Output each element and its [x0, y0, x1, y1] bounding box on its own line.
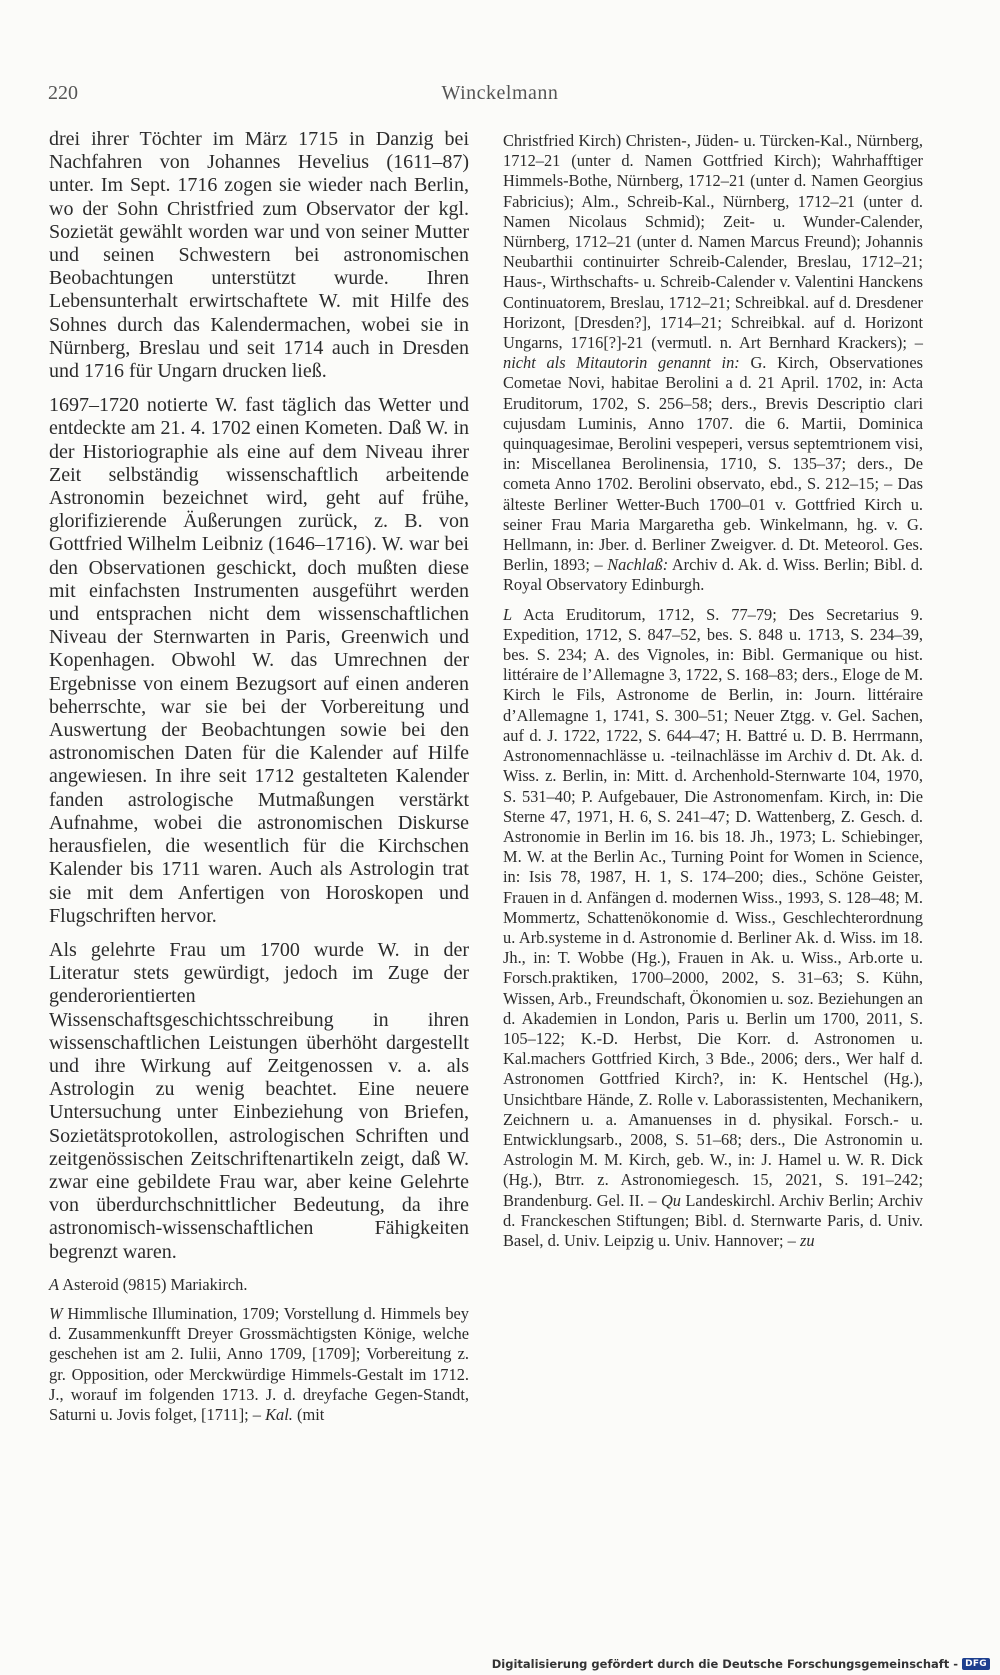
running-head: Winckelmann — [441, 82, 559, 104]
section-marker-a: A — [49, 1274, 60, 1294]
works-continuation — [503, 131, 923, 596]
paragraph: drei ihrer Töchter im März 1715 in Danzig bei Nachfahren von Johannes Hevelius (1611–87) unter. Im Sept. 1716 zogen sie wieder nach Berlin, wo der Sohn Christfried zum Observator der kgl. Sozietät gewählt worden war und von seiner Mutter und seinen Schwestern bei astronomischen Beobachtungen unterstützt wurde. Ihren Lebensunterhalt erwirtschaftete W. mit Hilfe des Sohnes durch das Kalendermachen, wobei sie in Nürnberg, Breslau und seit 1714 auch in Dresden und 1716 für Ungarn drucken ließ. — [49, 128, 469, 383]
coauthor-note: nicht als Mitautorin genannt in: — [503, 353, 740, 373]
works-entry — [49, 1304, 469, 1425]
nachlass-label: Nachlaß: — [607, 555, 669, 575]
works-text-continued: Christfried Kirch) Christen-, Jüden- u. Türcken-Kal., Nürnberg, 1712–21 (unter d. Namen Gottfried Kirch); Wahrhafftiger Himmels-Bothe, Nürnberg, 1712–21 (unter d. Namen Georgius Fabricius); Alm., Schreib-Kal., Nürnberg, 1712–21 (unter d. Namen Nicolaus Schmid); Zeit- u. Wunder-Calender, Nürnberg, 1712–21 (unter d. Namen Marcus Freund); Johannis Neubarthii continuirter Schreib-Calender, Breslau, 1712–21; Haus-, Wirthschafts- u. Schreib-Calender v. Valentini Hanckens Continuatorem, Breslau, 1712–21; Schreibkal. auf d. Dresdener Horizont, [Dresden?], 1714–21; Schreibkal. auf d. Horizont Ungarns, 1716[?]-21 (vermutl. n. Art Bernhard Krackers); – — [503, 131, 923, 353]
section-marker-l: L — [503, 604, 513, 624]
dfg-logo: DFG — [962, 1658, 990, 1670]
section-marker-w: W — [49, 1303, 63, 1323]
kal-label: Kal. — [265, 1404, 293, 1424]
literature-text: Acta Eruditorum, 1712, S. 77–79; Des Secretarius 9. Expedition, 1712, S. 847–52, bes. S. 848 u. 1713, S. 234–39, bes. S. 234; A. des Vignoles, in: Bibl. Germanique ou hist. littéraire de l’Allemagne 3, 1722, S. 168–83; ders., Eloge de M. Kirch le Fils, Astronome de Berlin, in: Journ. littéraire d’Allemagne 1, 1741, S. 300–51; Neuer Ztgg. v. Gel. Sachen, auf d. J. 1722, 1722, S. 644–47; H. Battré u. D. B. Herrmann, Astronomennachlässe u. -teilnachlässe im Archiv d. Dt. Ak. d. Wiss. z. Berlin, in: Mitt. d. Archenhold-Sternwarte 104, 1970, S. 531–40; P. Aufgebauer, Die Astronomenfam. Kirch, in: Die Sterne 47, 1971, H. 6, S. 241–47; D. Wattenberg, Z. Gesch. d. Astronomie in Berlin im 16. bis 18. Jh., 1973; L. Schiebinger, M. W. at the Berlin Ac., Turning Point for Women in Science, in: Isis 78, 1987, H. 1, S. 174–200; dies., Schöne Geister, Frauen in d. Anfängen d. modernen Wiss., 1993, S. 128–48; M. Mommertz, Schattenökonomie d. Wiss., Geschlechterordnung u. Arb.systeme in d. Astronomie d. Berliner Ak. d. Wiss. im 18. Jh., in: T. Wobbe (Hg.), Frauen in Ak. u. Wiss., Arb.orte u. Forsch.praktiken, 1700–2000, 2002, S. 31–63; S. Kühn, Wissen, Arb., Freundschaft, Ökonomien u. soz. Beziehungen an d. Akademien in London, Paris u. Berlin um 1700, 2011, S. 105–122; K.-D. Herbst, Die Korr. d. Astronomen u. Kal.machers Gottfried Kirch, 3 Bde., 2006; ders., Wer half d. Astronomen Gottfried Kirch?, in: K. Hentschel (Hg.), Unsichtbare Hände, Z. Rolle v. Laborassistenten, Mechanikern, Zeichnern u. a. Amanuenses in d. physikal. Forsch.- u. Entwicklungsarb., 2008, S. 51–68; ders., Die Astronomin u. Astrologin M. M. Kirch, geb. W., in: J. Hamel u. W. R. Dick (Hg.), Btrr. z. Astronomiegesch. 15, 2021, S. 191–242; Brandenburg. Gel. II. – — [503, 604, 923, 1210]
zu-label: zu — [799, 1230, 815, 1250]
funding-text: Digitalisierung gefördert durch die Deutsche Forschungsgemeinschaft - — [491, 1657, 959, 1671]
asteroid-text: Asteroid (9815) Mariakirch. — [59, 1274, 248, 1294]
right-column — [503, 131, 923, 1260]
works-text: Himmlische Illumination, 1709; Vorstellung d. Himmels bey d. Zusammenkunfft Dreyer Grossmächtigsten Könige, welche geschehen ist am 2. Iulii, Anno 1709, [1709]; Vorbereitung z. gr. Opposition, oder Merckwürdige Himmels-Gestalt im 1712. J., worauf im folgenden 1713. J. d. dreyfache Gegen-Standt, Saturni u. Jovis folget, [1711]; – — [49, 1303, 469, 1424]
page-header — [48, 82, 952, 112]
works-tail: (mit — [292, 1404, 325, 1424]
works-text-continued-2: G. Kirch, Observationes Cometae Novi, habitae Berolini a d. 21 April. 1702, in: Acta Eruditorum, 1702, S. 256–58; ders., Brevis Descriptio clari cujusdam Luminis, Anno 1707. die 6. Martii, Dominica quinquagesimae, Berolini vespeperi, versus septemtrionem visi, in: Miscellanea Berolinensia, 1710, S. 135–37; ders., De cometa Anno 1702. Berolini observato, ebd., S. 212–15; – Das älteste Berliner Wetter-Buch 1700–01 v. Gottfried Kirch u. seiner Frau Maria Margaretha geb. Winkelmann, hg. v. G. Hellmann, in: Jber. d. Berliner Zweigver. d. Dt. Meteorol. Ges. Berlin, 1893; – — [503, 353, 923, 575]
paragraph: 1697–1720 notierte W. fast täglich das Wetter und entdeckte am 21. 4. 1702 einen Kometen. Daß W. in der Historiographie als eine auf dem Niveau ihrer Zeit selbständig wissenschaftlich arbeitende Astronomin bezeichnet wird, geht auf frühe, glorifizierende Äußerungen zurück, z. B. von Gottfried Wilhelm Leibniz (1646–1716). W. war bei den Observationen geschickt, doch mußten diese mit einfachsten Instrumenten ausgeführt werden und entsprachen nicht dem wissenschaftlichen Niveau der Sternwarten in Paris, Greenwich und Kopenhagen. Obwohl W. das Umrechnen der Ergebnisse von einem Bezugsort auf einen anderen beherrschte, war sie bei der Vorbereitung und Auswertung der Beobachtungen sowie bei den astronomischen Daten für die Kalender auf Hilfe angewiesen. In ihre seit 1712 gestalteten Kalender fanden astrologische Mutmaßungen verstärkt Aufnahme, wobei die astronomischen Diskurse herausfielen, die wesentlich für die Kirchschen Kalender bis 1711 waren. Auch als Astrologin trat sie mit dem Anfertigen von Horoskopen und Flugschriften hervor. — [49, 394, 469, 927]
left-column — [49, 128, 469, 1434]
literature-entry — [503, 605, 923, 1252]
paragraph: Als gelehrte Frau um 1700 wurde W. in der Literatur stets gewürdigt, jedoch im Zuge der genderorientierten Wissenschaftsgeschichtsschreibung in ihren wissenschaftlichen Leistungen überhöht dargestellt und ihre Wirkung auf Zeitgenossen v. a. als Astrologin zu wenig beachtet. Eine neuere Untersuchung unter Einbeziehung von Briefen, Sozietätsprotokollen, astrologischen Schriften und zeitgenössischen Zeitschriftenartikeln zeigt, daß W. zwar eine gebildete Frau war, aber keine Gelehrte von überdurchschnittlicher Bedeutung, da ihre astronomisch-wissenschaftlichen Fähigkeiten begrenzt waren. — [49, 938, 469, 1263]
nachlass-text: Archiv d. Ak. d. Wiss. Berlin; Bibl. d. Royal Observatory Edinburgh. — [503, 555, 923, 595]
section-marker-qu: Qu — [660, 1190, 681, 1210]
asteroid-entry — [49, 1275, 469, 1295]
page-number: 220 — [48, 82, 78, 104]
sources-text: Landeskirchl. Archiv Berlin; Archiv d. Franckeschen Stiftungen; Bibl. d. Sternwarte Paris, d. Univ. Basel, d. Univ. Leipzig u. Univ. Hannover; – — [503, 1190, 923, 1250]
funding-footer — [492, 1657, 990, 1671]
